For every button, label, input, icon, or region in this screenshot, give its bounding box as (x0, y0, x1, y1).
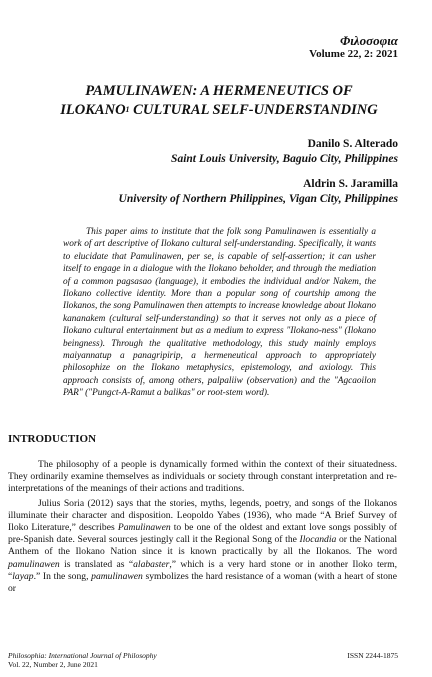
italic-term: layap (12, 570, 34, 582)
italic-term: alabaster (133, 558, 170, 570)
author-name: Aldrin S. Jaramilla (303, 178, 398, 190)
text-run: .” In the song, (33, 570, 92, 582)
author-affiliation: University of Northern Philippines, Vigan City, Philippines (118, 193, 398, 205)
text-run: to be one of the oldest and extant love songs possibly of pre-Spanish date. Several sources jestingly call it the Regional Song of the (8, 522, 397, 546)
paragraph-1: The philosophy of a people is dynamically formed within the context of their situatedness. They ordinarily examine themselves as individuals or society through constant interpretation and re-interpretations of the meanings of their actions and traditions. (8, 459, 397, 495)
text-run: or the National Anthem of the Ilokano Nation since it is known practically by all the Ilokanos. The word (8, 534, 397, 558)
footer-issn: ISSN 2244-1875 (347, 651, 398, 660)
paragraph-2 (8, 498, 397, 596)
footer-journal-name: Philosophia: International Journal of Philosophy (8, 651, 157, 660)
text-run: is translated as “ (59, 558, 134, 570)
text-run: Julius Soria (2012) says that the stories, myths, legends, poetry, and songs of the Ilokanos illuminate their character and disposition. Leopoldo Yabes (1936), who made “A Brief Survey of Iloko Literature,” describes (8, 497, 397, 534)
abstract: This paper aims to institute that the folk song Pamulinawen is essentially a work of art descriptive of Ilokano cultural self-understanding. Specifically, it wants to elucidate that Pamulinawen, per se, is capable of self-assertion; it can usher itself to engage in a dialogue with the Ilokano beholder, and through the mediation of a common pagsasao (language), it embodies the individual and/or Nakem, the Ilokano collective identity. More than a popular song of courtship among the Ilokanos, the song Pamulinawen then attempts to increase knowledge about Ilokano kananakem (cultural self-understanding) so that it serves not only as a piece of Ilokano cultural entertainment but as a medium to express "Ilokano-ness" (Ilokano beingness). Through the qualitative methodology, this study mainly employs maiyannatup a panagripirip, a hermeneutical approach to appropriately philosophize on the Ilokano metaphysics, epistemology, and axiology. This approach consists of, among others, palpaliiw (observation) and the "Agcaoilon PAR" ("Pungct-A-Ramut a balikas" or root-stem word). (63, 227, 376, 399)
text-run: ,” which is a very hard stone or in another Iloko term, “ (8, 558, 397, 582)
italic-term: Pamulinawen (117, 522, 171, 534)
footer-journal-info (8, 651, 157, 669)
volume-line: Volume 22, 2: 2021 (309, 48, 398, 60)
journal-logo: Φιλοσοφια (339, 33, 398, 48)
author-block-1 (171, 137, 398, 167)
author-block-2 (119, 177, 398, 207)
section-heading-introduction: INTRODUCTION (8, 433, 97, 445)
introduction-body (8, 459, 397, 595)
title-part-3: CULTURAL SELF-UNDERSTANDING (129, 102, 378, 118)
author-name: Danilo S. Alterado (307, 138, 398, 150)
italic-term: pamulinawen (8, 558, 60, 570)
title-part-2: ILOKANO (60, 102, 126, 118)
paper-title (40, 82, 398, 120)
title-part-1: PAMULINAWEN (85, 83, 193, 99)
title-footnote-mark[interactable]: 1 (125, 105, 130, 114)
italic-term: Ilocandia (299, 534, 337, 546)
text-run: symbolizes the hard resistance of a woman (with a heart of stone or (8, 570, 397, 595)
italic-term: pamulinawen (91, 570, 143, 582)
footer-issue: Vol. 22, Number 2, June 2021 (8, 660, 98, 669)
author-affiliation: Saint Louis University, Baguio City, Philippines (171, 153, 398, 165)
title-part-1-rest: : A HERMENEUTICS OF (192, 83, 353, 99)
journal-header (309, 34, 398, 61)
